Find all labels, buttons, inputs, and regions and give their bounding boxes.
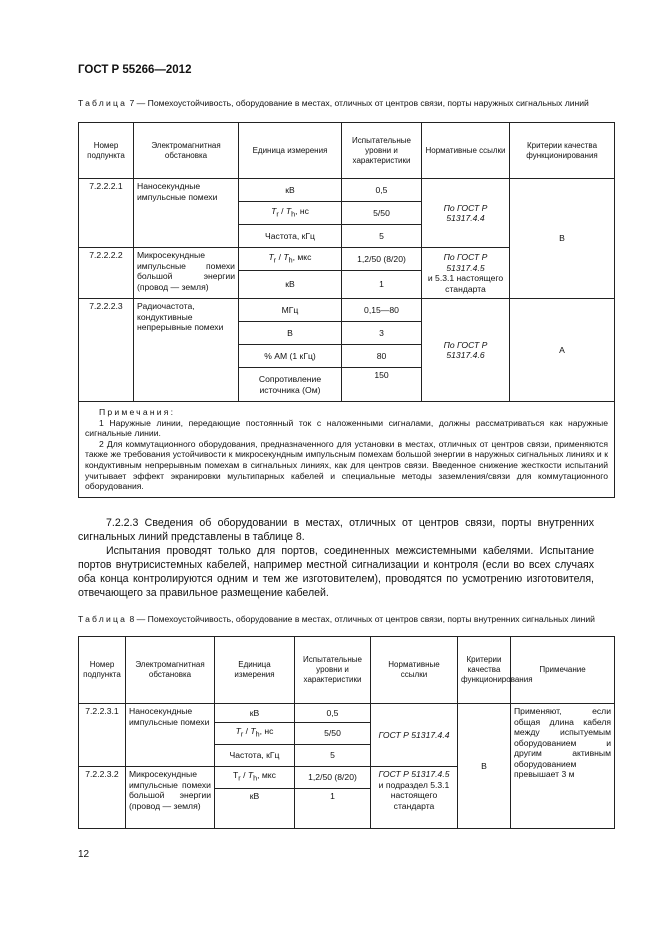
table7-row-env: Радиочастота, кондуктивные непрерывные помехи xyxy=(134,299,239,402)
table8-row-env: Микросекундные импульсные помехи большой энергии (провод — земля) xyxy=(126,767,215,829)
table7-criteria: B xyxy=(510,179,615,299)
page-number: 12 xyxy=(78,849,90,860)
table8-row-number: 7.2.2.3.2 xyxy=(79,767,126,829)
table7-row-env: Микросекундные импульсные помехи большой энергии (провод — земля) xyxy=(134,248,239,299)
table8-row-number: 7.2.2.3.1 xyxy=(79,704,126,767)
table7-ref: По ГОСТ Р 51317.4.4 xyxy=(422,179,510,248)
table-8 xyxy=(78,636,615,829)
table7-notes: Примечания: 1 Наружные линии, передающие постоянный ток с наложенными сигналами, должны рассматриваться как наружные сигнальные линии. 2 Для коммутационного оборудования, предназначенного для установки в местах, отличных от центров связи, применяются также же требования устойчивости к микросекундным импульсным помехам большой энергии в наружных сигнальных линиях и к кондуктивным непрерывным помехам в сигнальных линиях, как для центров связи. Введенное снижение жесткости испытаний учитывает эффект экранировки мультипарных кабелей и специальные методы заземления/связи для коммутационного оборудования. xyxy=(79,402,615,498)
table7-value: 1,2/50 (8/20) xyxy=(342,248,422,271)
table7-value: 5 xyxy=(342,225,422,248)
table7-unit: В xyxy=(239,322,342,345)
table7-note: 1 Наружные линии, передающие постоянный ток с наложенными сигналами, должны рассматриваться как наружные сигнальные линии. xyxy=(85,417,608,439)
table7-value: 5/50 xyxy=(342,202,422,225)
table8-value: 1 xyxy=(295,789,371,829)
table7-col-header: Единица измерения xyxy=(239,123,342,179)
table7-value: 0,15—80 xyxy=(342,299,422,322)
paragraph: 7.2.2.3 Сведения об оборудовании в местах, отличных от центров связи, порты внутренних сигнальных линий представлены в таблице 8. xyxy=(78,517,594,543)
table-7 xyxy=(78,122,615,498)
table8-caption: Таблица 8 — Помехоустойчивость, оборудование в местах, отличных от центров связи, порты внутренних сигнальных линий xyxy=(78,614,595,624)
table7-criteria: A xyxy=(510,299,615,402)
table8-remark: Применяют, если общая длина кабеля между испытуемым оборудованием и другим активным оборудованием превышает 3 м xyxy=(511,704,615,829)
table7-col-header: Электромагнитная обстановка xyxy=(134,123,239,179)
table7-unit: % АМ (1 кГц) xyxy=(239,345,342,368)
table8-unit: Частота, кГц xyxy=(215,745,295,767)
table7-value: 150 xyxy=(342,368,422,402)
table7-value: 0,5 xyxy=(342,179,422,202)
document-header: ГОСТ Р 55266—2012 xyxy=(78,64,192,76)
paragraph: Испытания проводят только для портов, соединенных межсистемными кабелями. Испытание портов внутрисистемных кабелей, например местной сигнализации и контроля (если во всех случаях оба конца контролируются одним и тем же изготовителем), проводятся по усмотрению изготовителя, отвечающего за правильное размещение кабелей. xyxy=(78,545,594,599)
table8-col-header: Примечание xyxy=(511,637,615,704)
table8-unit: кВ xyxy=(215,704,295,723)
table8-row-env: Наносекундные импульсные помехи xyxy=(126,704,215,767)
table7-row-number: 7.2.2.2.1 xyxy=(79,179,134,248)
table7-row-number: 7.2.2.2.2 xyxy=(79,248,134,299)
table8-value: 1,2/50 (8/20) xyxy=(295,767,371,789)
table7-col-header: Номер подпункта xyxy=(79,123,134,179)
table8-col-header: Электромагнитная обстановка xyxy=(126,637,215,704)
table7-unit: МГц xyxy=(239,299,342,322)
table8-unit: кВ xyxy=(215,789,295,829)
table8-header-row xyxy=(79,637,615,704)
table8-ref: ГОСТ Р 51317.4.5 и подраздел 5.3.1 настоящего стандарта xyxy=(371,767,458,829)
table7-ref: По ГОСТ Р 51317.4.5 и 5.3.1 настоящего стандарта xyxy=(422,248,510,299)
table7-unit: кВ xyxy=(239,271,342,299)
table7-unit: $T_r / T_h$, мкс xyxy=(239,248,342,271)
table8-col-header: Единица измерения xyxy=(215,637,295,704)
table8-col-header: Нормативные ссылки xyxy=(371,637,458,704)
table8-criteria: B xyxy=(458,704,511,829)
table8-unit: $T_r / T_h$, нс xyxy=(215,723,295,745)
table7-ref: По ГОСТ Р 51317.4.6 xyxy=(422,299,510,402)
table7-unit: $T_r / T_h$, нс xyxy=(239,202,342,225)
table7-row-env: Наносекундные импульсные помехи xyxy=(134,179,239,248)
table8-col-header: Критерии качества функционирования xyxy=(458,637,511,704)
table8-ref: ГОСТ Р 51317.4.4 xyxy=(371,704,458,767)
table8-col-header: Испытательные уровни и характеристики xyxy=(295,637,371,704)
table8-value: 5/50 xyxy=(295,723,371,745)
table7-caption: Таблица 7 — Помехоустойчивость, оборудование в местах, отличных от центров связи, порты наружных сигнальных линий xyxy=(78,98,589,108)
table7-unit: кВ xyxy=(239,179,342,202)
table8-value: 5 xyxy=(295,745,371,767)
table8-unit: $T_r / T_h$, мкс xyxy=(215,767,295,789)
table7-col-header: Испытательные уровни и характеристики xyxy=(342,123,422,179)
table7-header-row xyxy=(79,123,615,179)
table7-unit: Частота, кГц xyxy=(239,225,342,248)
table7-col-header: Нормативные ссылки xyxy=(422,123,510,179)
table7-note: 2 Для коммутационного оборудования, предназначенного для установки в местах, отличных от центров связи, применяются также же требования устойчивости к микросекундным импульсным помехам большой энергии в наружных сигнальных линиях и к кондуктивным непрерывным помехам в сигнальных линиях, как для центров связи. Введенное снижение жесткости испытаний учитывает эффект экранировки мультипарных кабелей и специальные методы заземления/связи для коммутационного оборудования. xyxy=(85,438,608,492)
table8-col-header: Номер подпункта xyxy=(79,637,126,704)
table7-row-number: 7.2.2.2.3 xyxy=(79,299,134,402)
body-text xyxy=(78,516,594,600)
table7-value: 3 xyxy=(342,322,422,345)
table7-value: 1 xyxy=(342,271,422,299)
table8-value: 0,5 xyxy=(295,704,371,723)
table7-value: 80 xyxy=(342,345,422,368)
table7-col-header: Критерии качества функционирования xyxy=(510,123,615,179)
table7-unit: Сопротивление источника (Ом) xyxy=(239,368,342,402)
